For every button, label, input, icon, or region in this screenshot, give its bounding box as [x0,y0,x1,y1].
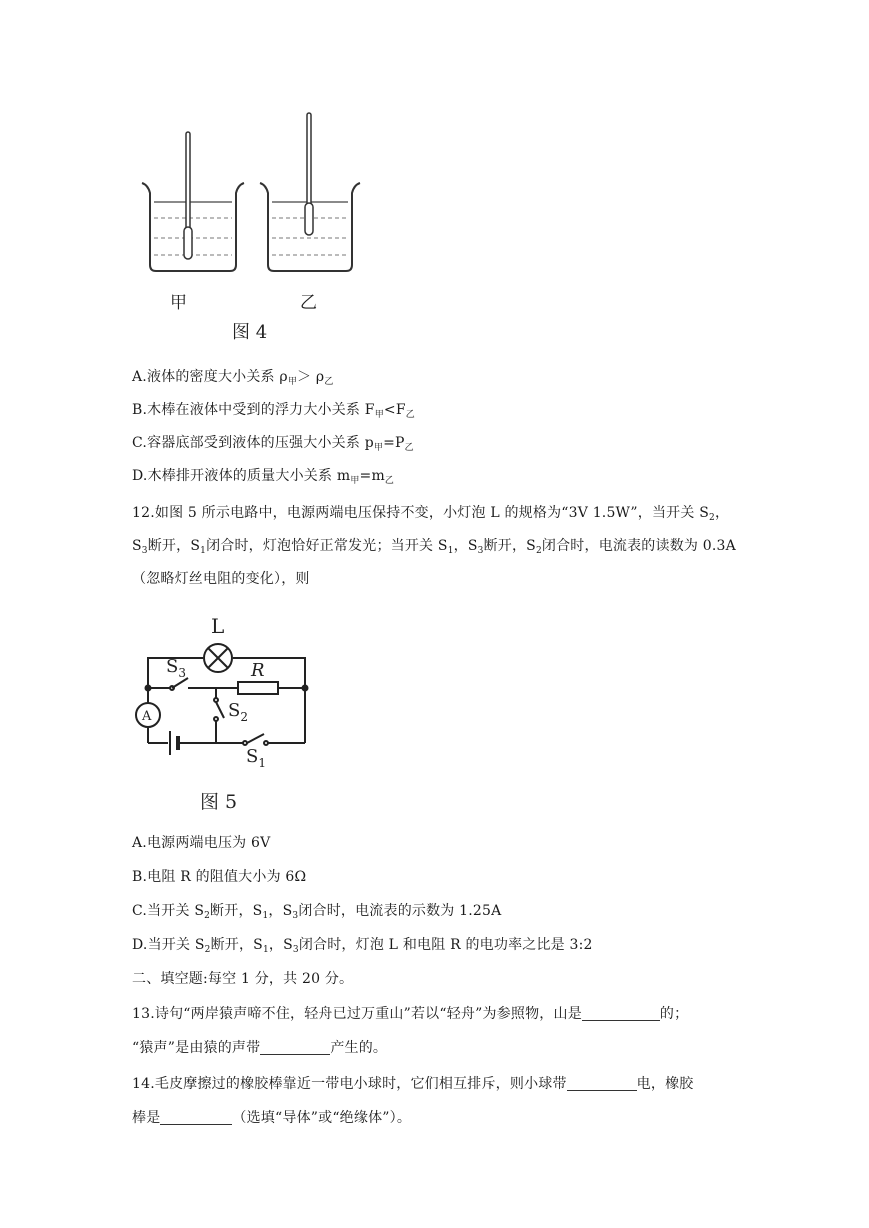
resistor-symbol [238,682,278,694]
ammeter-symbol [136,703,160,727]
figure-4-beakers [132,105,372,350]
s1-label: $S_1$ [246,746,266,770]
q12-option-b: B.电阻 R 的阻值大小为 6Ω [132,869,307,885]
lamp-label: L [211,614,225,638]
q12-stem-line2: $S_3$断开，$S_1$闭合时，灯泡恰好正常发光；当开关 $S_1$，$S_3$断开，$S_2$闭合时，电流表的读数为 0.3A [132,538,736,556]
q13-blank-2[interactable] [260,1040,330,1055]
q14-blank-1[interactable] [567,1076,637,1091]
svg-text:A: A [142,709,152,724]
q12-option-a: A.电源两端电压为 6V [132,835,271,851]
figure-5-caption: 图 5 [200,791,238,813]
q13-line2: “猿声”是由猿的声带 产生的。 [132,1040,388,1056]
q11-option-b: B.木棒在液体中受到的浮力大小关系 $F_甲<F_乙$ [132,402,415,420]
q12-option-c: C.当开关 $S_2$断开，$S_1$，$S_3$闭合时，电流表的示数为 1.25A [132,903,502,921]
battery-symbol [170,731,178,755]
q11-option-c: C.容器底部受到液体的压强大小关系 $p_甲=P_乙$ [132,435,414,453]
stick-jia [184,132,192,259]
s3-label: $S_3$ [166,656,186,680]
q12-stem-line3: （忽略灯丝电阻的变化），则 [132,571,310,587]
label-yi: 乙 [300,293,317,313]
lamp-symbol [204,644,232,672]
s2-label: $S_2$ [228,700,248,724]
label-jia: 甲 [170,293,187,313]
q14-line1: 14.毛皮摩擦过的橡胶棒靠近一带电小球时，它们相互排斥，则小球带 电，橡胶 [132,1076,694,1092]
q12-stem-line1: 12.如图 5 所示电路中，电源两端电压保持不变，小灯泡 L 的规格为“3V 1.5W”，当开关 $S_2$， [132,505,730,523]
q11-option-a: A.液体的密度大小关系 $\rho_甲> \rho_乙$ [132,369,334,387]
switch-s2-symbol [214,698,224,721]
q12-option-d: D.当开关 $S_2$断开，$S_1$，$S_3$闭合时，灯泡 L 和电阻 R 的电功率之比是 3:2 [132,937,593,955]
stick-yi [305,113,313,235]
figure-5-circuit [128,598,318,818]
switch-s1-symbol [243,734,268,745]
q14-line2: 棒是 （选填“导体”或“绝缘体”）。 [132,1110,412,1126]
resistor-label: R [251,660,265,681]
q11-option-d: D.木棒排开液体的质量大小关系 $m_甲=m_乙$ [132,468,395,486]
q14-blank-2[interactable] [160,1110,232,1125]
beaker-jia [142,183,244,271]
section-2-heading: 二、填空题:每空 1 分，共 20 分。 [132,971,354,987]
q13-blank-1[interactable] [582,1006,660,1021]
figure-4-caption: 图 4 [232,322,268,343]
q13-line1: 13.诗句“两岸猿声啼不住，轻舟已过万重山”若以“轻舟”为参照物，山是 的； [132,1006,689,1022]
